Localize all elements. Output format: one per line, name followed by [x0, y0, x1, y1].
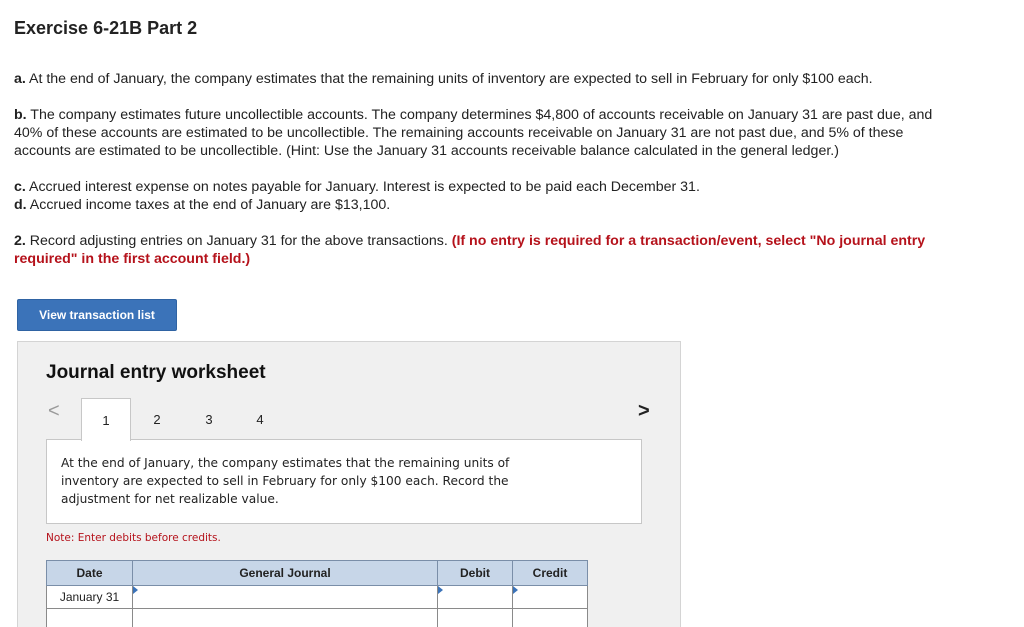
tab-3[interactable]: 3	[205, 411, 213, 427]
credit-input[interactable]	[513, 609, 588, 627]
item-c-letter: c.	[14, 179, 26, 195]
credit-input[interactable]	[513, 586, 588, 609]
debit-header: Debit	[438, 561, 513, 586]
account-select[interactable]	[133, 609, 438, 627]
item-b	[14, 106, 959, 160]
account-select[interactable]	[133, 586, 438, 609]
tab-2[interactable]: 2	[153, 411, 161, 427]
instruction-text: Record adjusting entries on January 31 for the above transactions.	[25, 233, 452, 249]
journal-entry-worksheet	[17, 341, 681, 627]
table-row	[47, 609, 588, 627]
item-a-letter: a.	[14, 71, 26, 87]
instruction-emphasis: (If no entry is required for a transaction/event, select "No journal entry required" in the first account field.)	[14, 233, 926, 267]
transaction-description	[46, 439, 642, 524]
debit-input[interactable]	[438, 586, 513, 609]
item-a	[14, 70, 959, 88]
item-d	[14, 196, 959, 214]
table-row	[47, 586, 588, 609]
item-c-text: Accrued interest expense on notes payable for January. Interest is expected to be paid each December 31.	[25, 179, 700, 195]
page-title: Exercise 6-21B Part 2	[14, 18, 198, 38]
instruction	[14, 232, 959, 268]
credit-header: Credit	[513, 561, 588, 586]
dropdown-marker-icon	[438, 586, 443, 594]
view-transaction-list-button[interactable]: View transaction list	[17, 299, 177, 331]
entry-note: Note: Enter debits before credits.	[46, 532, 221, 544]
date-header: Date	[47, 561, 133, 586]
description-text: At the end of January, the company estimates that the remaining units of inventory are expected to sell in February for only $100 each. Record the adjustment for net realizable value.	[61, 456, 510, 506]
item-d-letter: d.	[14, 197, 27, 213]
dropdown-marker-icon	[513, 586, 518, 594]
journal-table	[46, 560, 588, 627]
date-cell	[47, 609, 133, 627]
item-c	[14, 178, 959, 196]
general-journal-header: General Journal	[133, 561, 438, 586]
item-b-text: The company estimates future uncollectible accounts. The company determines $4,800 of accounts receivable on January 31 are past due, and 40% of these accounts are estimated to be uncollectible. The remaining accounts receivable on January 31 are not past due, and 5% of these accounts are estimated to be uncollectible. (Hint: Use the January 31 accounts receivable balance calculated in the general ledger.)	[14, 107, 933, 159]
journal-header-row	[47, 561, 588, 586]
instruction-number: 2.	[14, 233, 26, 249]
tab-1[interactable]: 1	[81, 398, 131, 441]
item-d-text: Accrued income taxes at the end of January are $13,100.	[26, 197, 391, 213]
dropdown-marker-icon	[133, 586, 138, 594]
date-cell: January 31	[47, 586, 133, 609]
debit-input[interactable]	[438, 609, 513, 627]
chevron-right-icon[interactable]: >	[638, 400, 650, 422]
tab-4[interactable]: 4	[256, 411, 264, 427]
item-a-text: At the end of January, the company estimates that the remaining units of inventory are expected to sell in February for only $100 each.	[25, 71, 873, 87]
worksheet-title: Journal entry worksheet	[46, 362, 266, 383]
item-b-letter: b.	[14, 107, 27, 123]
chevron-left-icon[interactable]: <	[48, 400, 60, 422]
